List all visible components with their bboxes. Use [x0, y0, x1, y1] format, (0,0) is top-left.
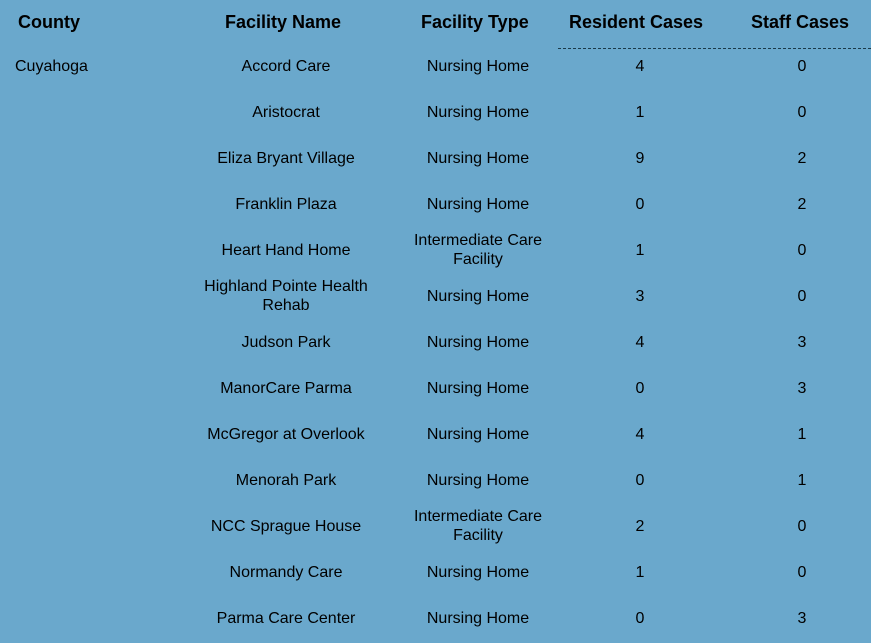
facility-name-cell: Eliza Bryant Village [217, 149, 355, 167]
header-resident-cases[interactable]: Resident Cases [569, 12, 704, 32]
resident-cases-cell: 0 [635, 471, 645, 489]
facility-type-cell: Nursing Home [426, 471, 530, 489]
facility-name-cell: Heart Hand Home [221, 241, 351, 259]
staff-cases-cell: 3 [797, 333, 807, 351]
header-facility-type[interactable]: Facility Type [421, 12, 529, 32]
resident-cases-cell: 4 [635, 425, 645, 443]
resident-cases-cell: 0 [635, 379, 645, 397]
facility-type-cell: Nursing Home [426, 563, 530, 581]
resident-cases-cell: 1 [635, 563, 645, 581]
resident-cases-cell: 1 [635, 103, 645, 121]
facility-name-cell: Judson Park [241, 333, 331, 351]
facility-name-cell: NCC Sprague House [210, 517, 362, 535]
resident-cases-cell: 4 [635, 57, 645, 75]
facility-name-cell: Menorah Park [235, 471, 337, 489]
facility-name-cell: Franklin Plaza [235, 195, 337, 213]
facility-type-cell: Nursing Home [426, 333, 530, 351]
facility-type-cell: Nursing Home [426, 287, 530, 305]
facility-type-cell: Intermediate Care Facility [413, 508, 543, 544]
staff-cases-cell: 2 [797, 195, 807, 213]
resident-cases-cell: 3 [635, 287, 645, 305]
table-row [0, 457, 871, 503]
resident-cases-cell: 1 [635, 241, 645, 259]
resident-cases-cell: 9 [635, 149, 645, 167]
staff-cases-cell: 1 [797, 425, 807, 443]
table-row [0, 595, 871, 641]
facility-type-cell: Nursing Home [426, 149, 530, 167]
facility-name-cell: McGregor at Overlook [207, 425, 365, 443]
table-row [0, 273, 871, 319]
table-row [0, 227, 871, 273]
facility-name-cell: Normandy Care [229, 563, 343, 581]
table-row [0, 411, 871, 457]
resident-cases-cell: 2 [635, 517, 645, 535]
staff-cases-cell: 3 [797, 379, 807, 397]
table-header [0, 0, 871, 46]
resident-cases-cell: 4 [635, 333, 645, 351]
staff-cases-cell: 0 [797, 563, 807, 581]
facility-name-cell: Aristocrat [252, 103, 320, 121]
resident-cases-cell: 0 [635, 195, 645, 213]
table-row [0, 549, 871, 595]
facility-type-cell: Nursing Home [426, 103, 530, 121]
table-row [0, 43, 871, 89]
table-row [0, 89, 871, 135]
table-row [0, 365, 871, 411]
facility-name-cell: Highland Pointe Health Rehab [204, 278, 368, 314]
facility-type-cell: Nursing Home [426, 609, 530, 627]
table-row [0, 319, 871, 365]
resident-cases-cell: 0 [635, 609, 645, 627]
facility-name-cell: Parma Care Center [216, 609, 356, 627]
staff-cases-cell: 0 [797, 57, 807, 75]
facility-name-cell: Accord Care [241, 57, 331, 75]
facility-type-cell: Nursing Home [426, 425, 530, 443]
header-facility-name[interactable]: Facility Name [225, 12, 342, 32]
facility-type-cell: Nursing Home [426, 195, 530, 213]
staff-cases-cell: 0 [797, 241, 807, 259]
staff-cases-cell: 1 [797, 471, 807, 489]
staff-cases-cell: 0 [797, 287, 807, 305]
staff-cases-cell: 0 [797, 517, 807, 535]
staff-cases-cell: 3 [797, 609, 807, 627]
facility-name-cell: ManorCare Parma [220, 379, 352, 397]
header-county[interactable]: County [18, 12, 80, 32]
table-row [0, 503, 871, 549]
facility-type-cell: Nursing Home [426, 57, 530, 75]
header-staff-cases[interactable]: Staff Cases [751, 12, 850, 32]
facility-type-cell: Intermediate Care Facility [413, 232, 543, 268]
table-row [0, 135, 871, 181]
table-row [0, 181, 871, 227]
staff-cases-cell: 0 [797, 103, 807, 121]
county-cell: Cuyahoga [15, 58, 88, 75]
facility-type-cell: Nursing Home [426, 379, 530, 397]
staff-cases-cell: 2 [797, 149, 807, 167]
